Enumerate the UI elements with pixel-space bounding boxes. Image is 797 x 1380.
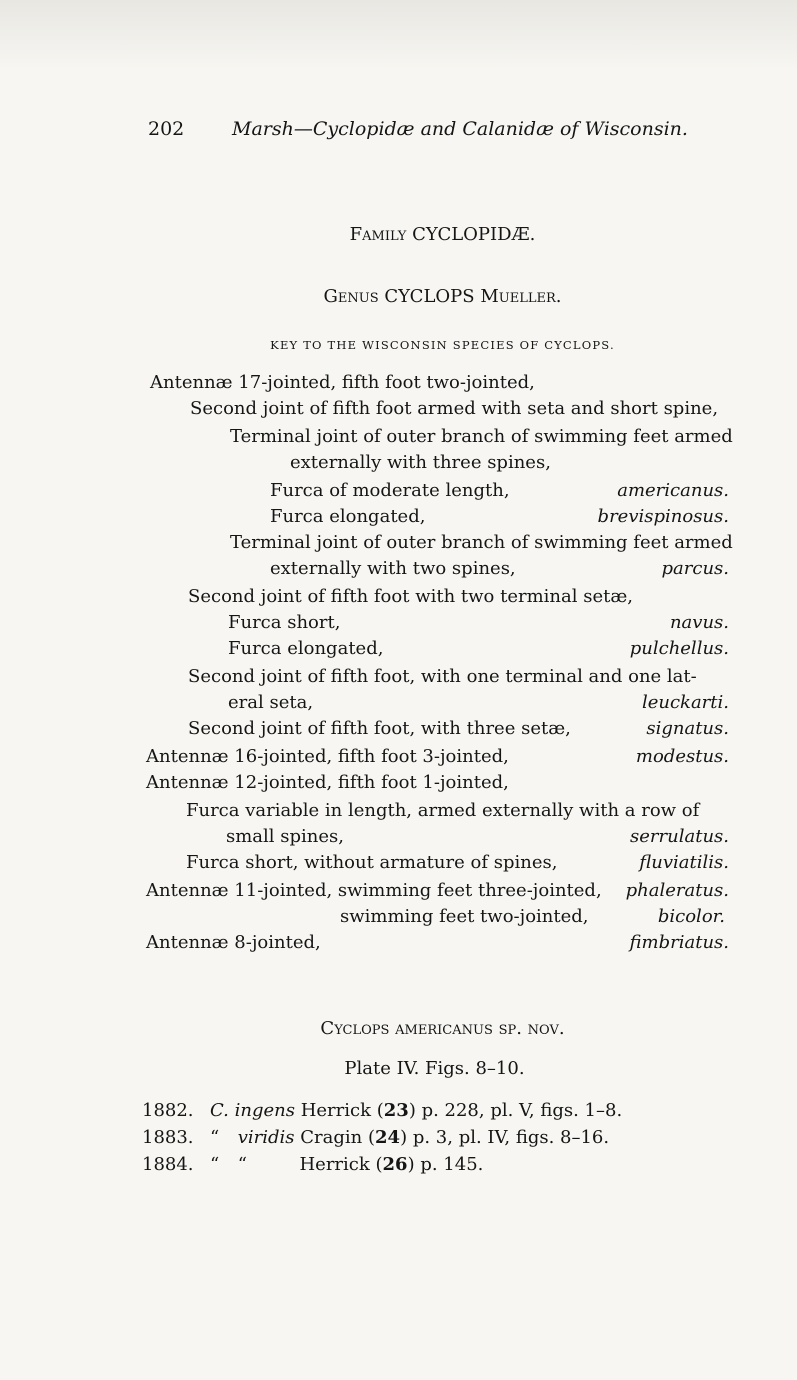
ref-rest: p. 145. — [420, 1154, 484, 1175]
ref-number: 26 — [382, 1154, 408, 1175]
key-line: Second joint of fifth foot armed with seta and short spine, — [190, 398, 719, 419]
ref-genus: “ — [210, 1127, 220, 1148]
ref-year: 1883. — [142, 1127, 194, 1148]
ref-year: 1884. — [142, 1154, 194, 1175]
plate-line: Plate IV. Figs. 8–10. — [344, 1058, 525, 1079]
species-name: modestus. — [635, 746, 729, 767]
ref-number: 24 — [375, 1127, 401, 1148]
key-line: Antennæ 8-jointed, — [146, 932, 321, 953]
species-name: phaleratus. — [625, 880, 729, 901]
species-name: brevispinosus. — [597, 506, 729, 527]
species-name: bicolor. — [657, 906, 725, 927]
key-line: Furca variable in length, armed externally with a row of — [186, 800, 700, 821]
species-heading: Cyclops americanus sp. nov. — [320, 1018, 565, 1039]
ref-number: 23 — [383, 1100, 409, 1121]
running-title: Marsh—Cyclopidæ and Calanidæ of Wisconsin. — [232, 118, 688, 140]
reference-entry: “ viridis Cragin (24) p. 3, pl. IV, figs. 8–16. — [210, 1127, 610, 1148]
ref-species: ingens — [234, 1100, 295, 1121]
key-line: Furca elongated, — [270, 506, 426, 527]
key-line: small spines, — [226, 826, 344, 847]
key-line: Furca elongated, — [228, 638, 384, 659]
ref-rest: p. 228, pl. V, figs. 1–8. — [421, 1100, 623, 1121]
key-line: Terminal joint of outer branch of swimming feet armed — [230, 532, 733, 553]
ref-species: “ — [237, 1154, 247, 1175]
key-title: KEY TO THE WISCONSIN SPECIES OF CYCLOPS. — [270, 338, 615, 352]
page-number: 202 — [148, 118, 185, 140]
species-name: serrulatus. — [630, 826, 729, 847]
family-heading: Family CYCLOPIDÆ. — [349, 224, 536, 245]
key-line: Furca short, without armature of spines, — [186, 852, 558, 873]
reference-entry: “ “ Herrick (26) p. 145. — [210, 1154, 484, 1175]
key-line: Furca short, — [228, 612, 341, 633]
ref-year: 1882. — [142, 1100, 194, 1121]
reference-entry: C. ingens Herrick (23) p. 228, pl. V, figs. 1–8. — [210, 1100, 623, 1121]
key-line: Furca of moderate length, — [270, 480, 510, 501]
key-line: Second joint of fifth foot, with three setæ, — [188, 718, 571, 739]
species-name: parcus. — [661, 558, 729, 579]
species-name: fimbriatus. — [629, 932, 729, 953]
key-line: Second joint of fifth foot, with one terminal and one lat- — [188, 666, 697, 687]
scan-noise — [0, 0, 797, 70]
species-name: pulchellus. — [629, 638, 729, 659]
ref-author: Cragin — [300, 1127, 363, 1148]
ref-genus: C. — [210, 1100, 229, 1121]
ref-rest: p. 3, pl. IV, figs. 8–16. — [412, 1127, 610, 1148]
genus-heading: Genus CYCLOPS Mueller. — [323, 286, 562, 307]
key-line: Antennæ 11-jointed, swimming feet three-jointed, — [146, 880, 602, 901]
ref-author: Herrick — [300, 1100, 371, 1121]
key-line: Terminal joint of outer branch of swimming feet armed — [230, 426, 733, 447]
species-name: fluviatilis. — [639, 852, 729, 873]
key-line: swimming feet two-jointed, — [340, 906, 589, 927]
species-name: navus. — [669, 612, 729, 633]
key-line: Antennæ 17-jointed, fifth foot two-jointed, — [150, 372, 535, 393]
species-name: leuckarti. — [641, 692, 729, 713]
ref-author: Herrick — [299, 1154, 370, 1175]
key-line: Antennæ 16-jointed, fifth foot 3-jointed, — [146, 746, 509, 767]
species-name: signatus. — [646, 718, 729, 739]
ref-species: viridis — [237, 1127, 295, 1148]
key-line: Antennæ 12-jointed, fifth foot 1-jointed, — [146, 772, 509, 793]
species-name: americanus. — [617, 480, 729, 501]
ref-genus: “ — [210, 1154, 220, 1175]
key-line: externally with three spines, — [290, 452, 551, 473]
key-line: Second joint of fifth foot with two terminal setæ, — [188, 586, 633, 607]
key-line: externally with two spines, — [270, 558, 516, 579]
key-line: eral seta, — [228, 692, 314, 713]
